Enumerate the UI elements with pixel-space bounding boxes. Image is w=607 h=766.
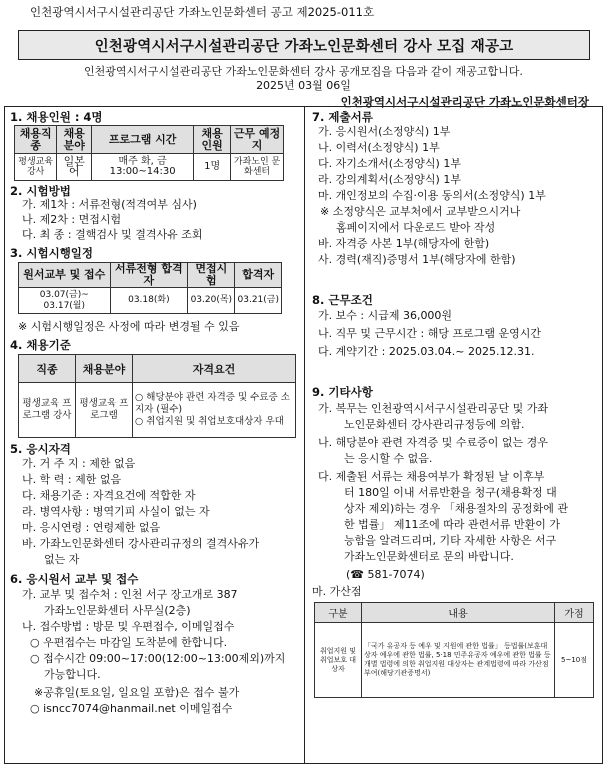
- table-cell: 평생교육 강사: [15, 154, 57, 181]
- list-item: 홈페이지에서 다운로드 받아 작성: [336, 221, 496, 234]
- col-header: 근무 예정지: [231, 126, 284, 154]
- section-6-heading: 6. 응시원서 교부 및 접수: [10, 572, 139, 586]
- list-item: 다. 채용기준 : 자격요건에 적합한 자: [22, 489, 196, 502]
- list-item: 가. 교부 및 접수처 : 인천 서구 장고개로 387: [22, 588, 238, 601]
- list-item: 나. 해당분야 관련 자격증 및 수료증이 없는 경우: [318, 436, 548, 449]
- list-item: 바. 가좌노인문화센터 강사관리규정의 결격사유가: [22, 537, 260, 550]
- issuing-organization: 인천광역시서구시설관리공단 가좌노인문화센터장: [340, 95, 589, 109]
- schedule-table: [18, 262, 282, 314]
- section-2-heading: 2. 시험방법: [10, 184, 71, 198]
- list-item: 다. 제출된 서류는 채용여부가 확정된 날 이후부: [318, 470, 545, 483]
- list-item: 노인문화센터 강사관리규정등에 의함.: [344, 418, 525, 431]
- list-item: 나. 직무 및 근무시간 : 해당 프로그램 운영시간: [318, 327, 541, 340]
- list-item: 다. 계약기간 : 2025.03.04.~ 2025.12.31.: [318, 345, 535, 358]
- list-item: 가. 응시원서(소정양식) 1부: [318, 125, 451, 138]
- section-3-heading: 3. 시험시행일정: [10, 246, 94, 260]
- table-cell: 일본어: [57, 154, 92, 181]
- list-item: 마. 응시연령 : 연령제한 없음: [22, 521, 161, 534]
- list-item: 능함을 알려드리며, 기타 자세한 사항은 서구: [344, 534, 557, 547]
- col-header: 합격자: [235, 263, 282, 288]
- bonus-points-table: [314, 602, 594, 698]
- list-item: 나. 학 력 : 제한 없음: [22, 473, 122, 486]
- phone-contact: (☎ 581-7074): [346, 568, 425, 581]
- table-cell: 03.18(화): [110, 288, 188, 314]
- column-divider: [304, 106, 305, 764]
- col-header: 직종: [19, 355, 76, 383]
- list-item: 가. 복무는 인천광역시서구시설관리공단 및 가좌: [318, 402, 549, 415]
- list-item: 다. 자기소개서(소정양식) 1부: [318, 157, 461, 170]
- table-cell: 03.21(금): [235, 288, 282, 314]
- table-cell: 취업지원 및 취업보호 대상자: [315, 623, 362, 698]
- intro-text: 인천광역시서구시설관리공단 가좌노인문화센터 강사 공개모집을 다음과 같이 재공고합니다.: [84, 65, 523, 78]
- table-cell: 가좌노인 문화센터: [231, 154, 284, 181]
- table-cell: 평생교육 프로그램: [76, 383, 133, 438]
- col-header: 자격요건: [133, 355, 296, 383]
- list-item: ○ 접수시간 09:00~17:00(12:00~13:00제외)까지: [30, 652, 286, 665]
- table-cell: 「국가 유공자 등 예우 및 지원에 관한 법률」 등법률(보훈대상자 예우에 관한 법률, 5·18 민주유공자 예우에 관한 법률 등 개별 법령에 의한 취업지원 대상자는 관계법령에 따라 가산점 부여(해당기관증명서): [362, 623, 555, 698]
- col-header: 가점: [555, 603, 594, 623]
- list-item: ※ 소정양식은 교부처에서 교부받으시거나: [320, 205, 521, 218]
- list-item: 다. 최 종 : 결핵검사 및 결격사유 조회: [22, 228, 203, 241]
- list-item: 가. 제1차 : 서류전형(적격여부 심사): [22, 198, 197, 211]
- col-header: 채용분야: [57, 126, 92, 154]
- table-cell: 03.20(목): [188, 288, 235, 314]
- section-8-heading: 8. 근무조건: [312, 293, 373, 307]
- col-header: 원서교부 및 접수: [19, 263, 111, 288]
- list-item: 가좌노인문화센터로 문의 바랍니다.: [344, 550, 514, 563]
- list-item: 바. 자격증 사본 1부(해당자에 한함): [318, 237, 490, 250]
- qualification-cell: [133, 383, 296, 438]
- table-cell: 03.07(금)~ 03.17(월): [19, 288, 111, 314]
- list-item: 라. 강의계획서(소정양식) 1부: [318, 173, 461, 186]
- col-header: 프로그램 시간: [92, 126, 194, 154]
- list-item: ※공휴일(토요일, 일요일 포함)은 접수 불가: [34, 686, 240, 699]
- list-item: 마. 개인정보의 수집·이용 동의서(소정양식) 1부: [318, 189, 546, 202]
- table-cell: 평생교육 프로그램 강사: [19, 383, 76, 438]
- list-item: ○ 우편접수는 마감일 도착분에 한합니다.: [30, 636, 228, 649]
- list-item: 가. 보수 : 시급제 36,000원: [318, 309, 453, 322]
- section-7-heading: 7. 제출서류: [312, 110, 373, 124]
- col-header: 채용 인원: [194, 126, 231, 154]
- document-title: 인천광역시서구시설관리공단 가좌노인문화센터 강사 모집 재공고: [18, 30, 590, 60]
- col-header: 구분: [315, 603, 362, 623]
- table-cell: 5~10점: [555, 623, 594, 698]
- section-4-heading: 4. 채용기준: [10, 338, 71, 352]
- col-header: 채용분야: [76, 355, 133, 383]
- table-cell: 1명: [194, 154, 231, 181]
- list-item: 한 법률」 제11조에 따라 관련서류 반환이 가: [344, 518, 560, 531]
- list-item: 가좌노인문화센터 사무실(2층): [44, 604, 191, 617]
- notice-date: 2025년 03월 06일: [256, 79, 351, 92]
- notice-number: 인천광역시서구시설관리공단 가좌노인문화센터 공고 제2025-011호: [30, 5, 375, 19]
- list-item: 나. 제2차 : 면접시험: [22, 213, 122, 226]
- section-5-heading: 5. 응시자격: [10, 442, 71, 456]
- col-header: 면접시험: [188, 263, 235, 288]
- list-item: 나. 접수방법 : 방문 및 우편접수, 이메일접수: [22, 620, 235, 633]
- list-item: 나. 이력서(소정양식) 1부: [318, 141, 440, 154]
- qualification-line: ○ 취업지원 및 취업보호대상자 우대: [135, 416, 284, 427]
- list-item: 라. 병역사항 : 병역기피 사실이 없는 자: [22, 505, 210, 518]
- col-header: 채용직종: [15, 126, 57, 154]
- qualification-line: ○ 해당분야 관련 자격증 및 수료증 소지자 (필수): [135, 392, 290, 415]
- section-9-heading: 9. 기타사항: [312, 385, 373, 399]
- list-item: 사. 경력(재직)증명서 1부(해당자에 한함): [318, 253, 516, 266]
- col-header: 내용: [362, 603, 555, 623]
- col-header: 서류전형 합격자: [110, 263, 188, 288]
- list-item: 마. 가산점: [312, 585, 362, 598]
- list-item: 가능합니다.: [44, 668, 101, 681]
- table-cell: 매주 화, 금 13:00~14:30: [92, 154, 194, 181]
- section-1-heading: 1. 채용인원 : 4명: [10, 110, 103, 124]
- schedule-note: ※ 시험시행일정은 사정에 따라 변경될 수 있음: [18, 320, 240, 333]
- list-item: 는 응시할 수 없음.: [344, 452, 433, 465]
- criteria-table: [18, 354, 296, 438]
- list-item: 상자 제외)하는 경우 「채용절차의 공정화에 관: [344, 502, 569, 515]
- list-item: 가. 거 주 지 : 제한 없음: [22, 457, 136, 470]
- list-item: 없는 자: [44, 553, 80, 566]
- recruitment-table: [14, 125, 284, 181]
- email-contact: ○ isncc7074@hanmail.net 이메일접수: [30, 702, 233, 715]
- list-item: 터 180일 이내 서류반환을 청구(채용확정 대: [344, 486, 557, 499]
